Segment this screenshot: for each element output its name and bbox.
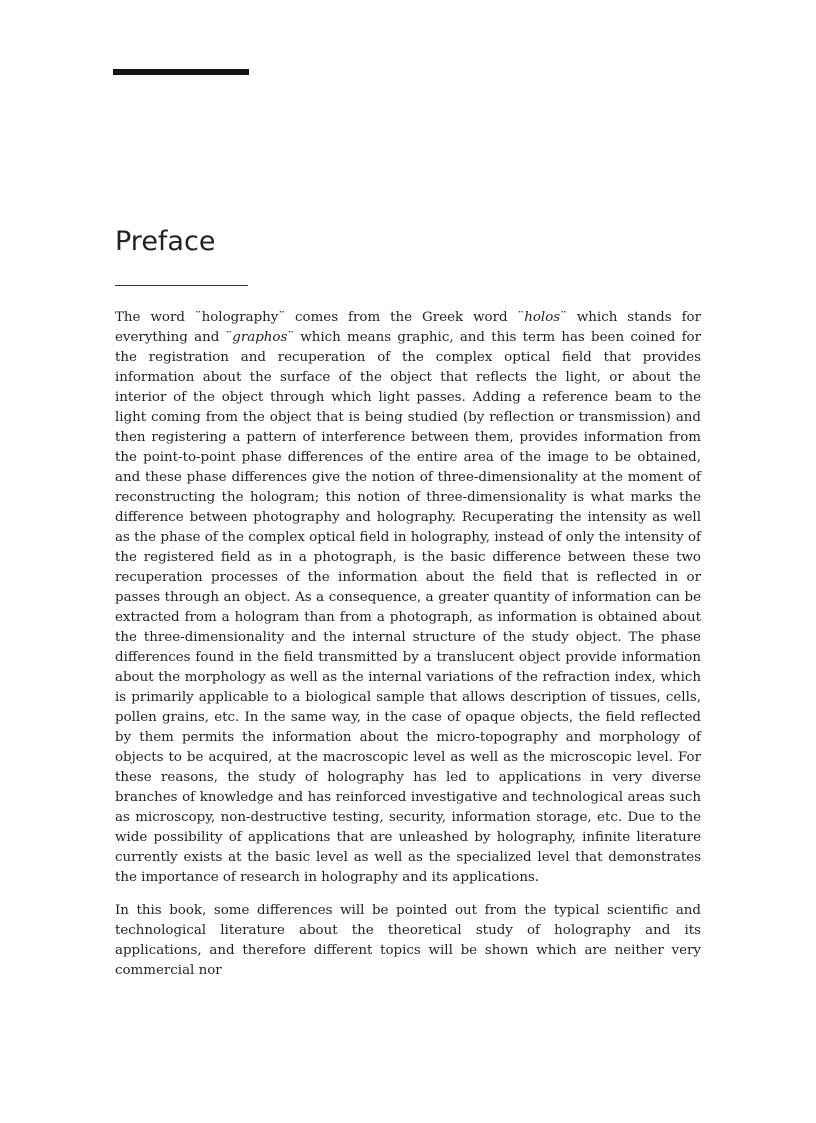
term-holos: holos <box>524 310 561 325</box>
title-underline <box>115 285 248 286</box>
paragraph-2: In this book, some differences will be pointed out from the typical scientific and technological literature about the theoretical study of holography and its applications, and therefore different topics will be shown which are neither very commercial nor <box>115 903 701 978</box>
paragraph-1-part-2: ¨ which stands for everything and ¨ <box>115 310 701 345</box>
paragraph-1-part-1: The word ¨holography¨ comes from the Greek word ¨ <box>115 310 525 325</box>
paragraph-1-part-3: ¨ which means graphic, and this term has been coined for the registration and recuperation of the complex optical field that provides information about the surface of the object that reflects the light, or about the interior of the object through which light passes. Adding a reference beam to the light coming from the object that is being studied (by reflection or transmission) and then registering a pattern of interference between them, provides information from the point-to-point phase differences of the entire area of the image to be obtained, and these phase differences give the notion of three-dimensionality at the moment of reconstructing the hologram; this notion of three-dimensionality is what marks the difference between photography and holography. Recuperating the intensity as well as the phase of the complex optical field in holography, instead of only the intensity of the registered field as in a photograph, is the basic difference between these two recuperation processes of the information about the field that is reflected in or passes through an object. As a consequence, a greater quantity of information can be extracted from a hologram than from a photograph, as information is obtained about the three-dimensionality and the internal structure of the study object. The phase differences found in the field transmitted by a translucent object provide information about the morphology as well as the internal variations of the refraction index, which is primarily applicable to a biological sample that allows description of tissues, cells, pollen grains, etc. In the same way, in the case of opaque objects, the field reflected by them permits the information about the micro-topography and morphology of objects to be acquired, at the macroscopic level as well as the microscopic level. For these reasons, the study of holography has led to applications in very diverse branches of knowledge and has reinforced investigative and technological areas such as microscopy, non-destructive testing, security, information storage, etc. Due to the wide possibility of applications that are unleashed by holography, infinite literature currently exists at the basic level as well as the specialized level that demonstrates the importance of research in holography and its applications. <box>115 330 701 885</box>
body-text <box>115 308 701 994</box>
page-title: Preface <box>115 226 216 257</box>
paragraph-1 <box>115 308 701 888</box>
term-graphos: graphos <box>232 330 288 345</box>
chapter-top-rule <box>113 69 249 75</box>
